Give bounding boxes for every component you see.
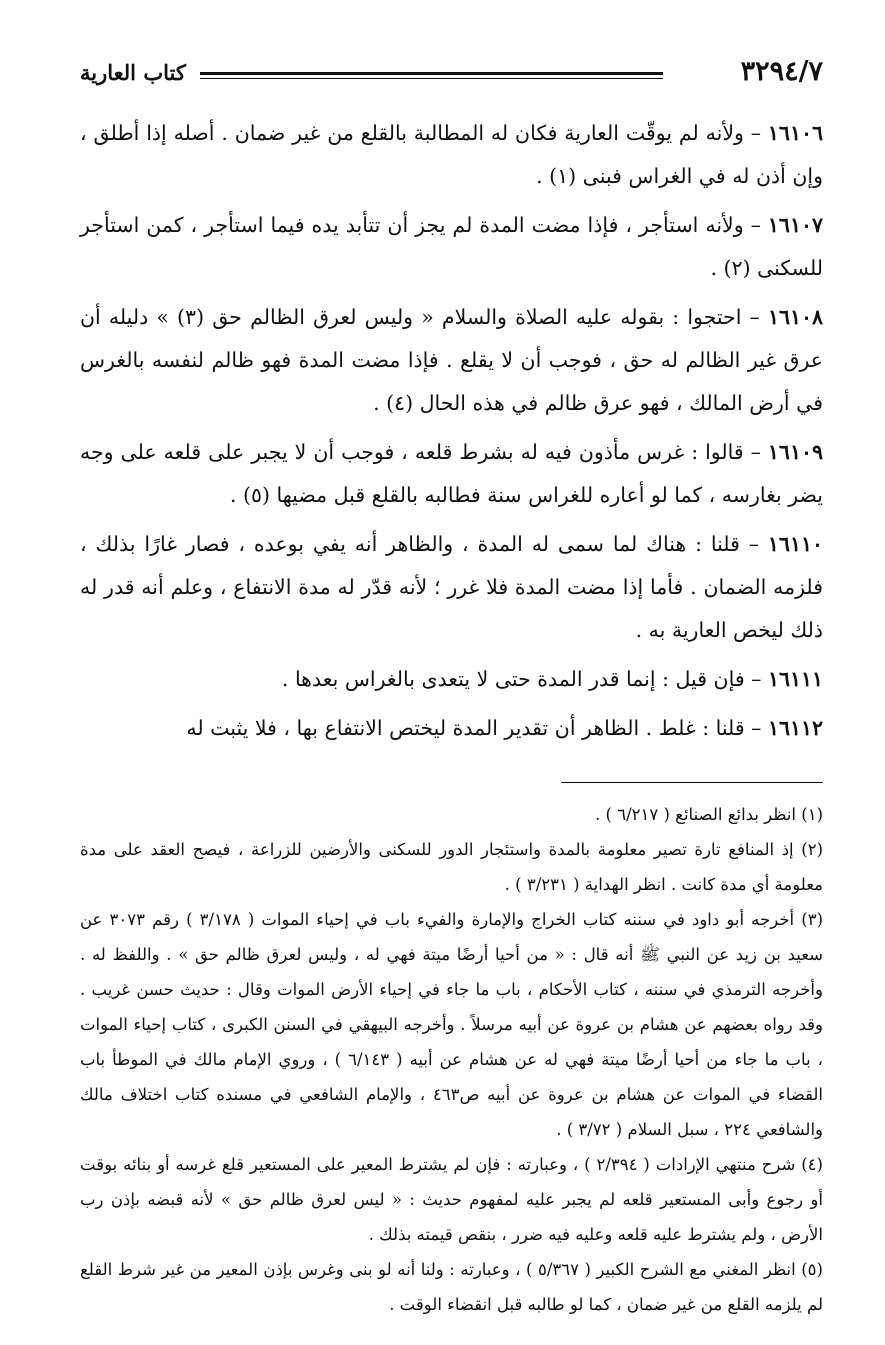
paragraph-text: – قلنا : غلط . الظاهر أن تقدير المدة ليختص الانتفاع بها ، فلا يثبت له [186, 716, 762, 740]
paragraph-16112 [80, 707, 823, 750]
paragraph-text: – فإن قيل : إنما قدر المدة حتى لا يتعدى بالغراس بعدها . [281, 667, 762, 691]
footnote-3: (٣) أخرجه أبو داود في سننه كتاب الخراج والإمارة والفيء باب في إحياء الموات ( ٣/١٧٨ ) رقم ٣٠٧٣ عن سعيد بن زيد عن النبي ﷺ أنه قال : « من أحيا أرضًا ميتة فهي له ، وليس لعرق ظالم حق » . واللفظ له . وأخرجه الترمذي في سننه ، كتاب الأحكام ، باب ما جاء في إحياء الأرض الموات وقال : حديث حسن غريب . وقد رواه بعضهم عن هشام بن عروة عن أبيه مرسلاً . وأخرجه البيهقي في السنن الكبرى ، كتاب إحياء الموات ، باب ما جاء من أحيا أرضًا ميتة فهي له عن هشام عن أبيه ( ٦/١٤٣ ) ، وروي الإمام مالك في الموطأ باب القضاء في الموات عن هشام بن عروة عن أبيه ص٤٦٣ ، والإمام الشافعي في مسنده كتاب اختلاف مالك والشافعي ٢٢٤ ، سبل السلام ( ٣/٧٢ ) . [80, 910, 823, 1139]
paragraph-number: ١٦١١٠ [767, 532, 823, 556]
footnote-5: (٥) انظر المغني مع الشرح الكبير ( ٥/٣٦٧ ) ، وعبارته : ولنا أنه لو بنى وغرس بإذن المعير من غير شرط القلع لم يلزمه القلع من غير ضمان ، كما لو طالبه قبل انقضاء الوقت . [80, 1260, 823, 1314]
paragraph-number: ١٦١١٢ [767, 716, 823, 740]
footnotes [80, 797, 823, 1322]
page-header [80, 52, 823, 94]
paragraph-number: ١٦١٠٩ [767, 440, 823, 464]
paragraph-number: ١٦١١١ [767, 667, 823, 691]
paragraph-text: – احتجوا : بقوله عليه الصلاة والسلام « وليس لعرق الظالم حق (٣) » دليله أن عرق غير الظالم له حق ، فوجب أن لا يقلع . فإذا مضت المدة فهو ظالم لنفسه بالغرس في أرض المالك ، فهو عرق ظالم في هذه الحال (٤) . [80, 305, 823, 415]
paragraph-text: – ولأنه استأجر ، فإذا مضت المدة لم يجز أن تتأبد يده فيما استأجر ، كمن استأجر للسكنى (٢) . [80, 213, 823, 280]
paragraph-16107 [80, 204, 823, 290]
main-text [80, 112, 823, 750]
paragraph-number: ١٦١٠٨ [767, 305, 823, 329]
paragraph-number: ١٦١٠٦ [767, 121, 823, 145]
footnote-separator [561, 782, 823, 783]
page-number: ٣٢٩٤/٧ [740, 56, 823, 87]
paragraph-text: – قالوا : غرس مأذون فيه له بشرط قلعه ، فوجب أن لا يجبر على قلعه على وجه يضر بغارسه ، كما لو أعاره للغراس سنة فطالبه بالقلع قبل مضيها (٥) . [80, 440, 823, 507]
paragraph-16106 [80, 112, 823, 198]
paragraph-16110 [80, 523, 823, 652]
header-rule [200, 72, 663, 79]
paragraph-16108 [80, 296, 823, 425]
chapter-title: كتاب العارية [80, 60, 186, 85]
paragraph-number: ١٦١٠٧ [767, 213, 823, 237]
footnote-2: (٢) إذ المنافع تارة تصير معلومة بالمدة واستئجار الدور للسكنى والأرضين للزراعة ، فيصح العقد على مدة معلومة أي مدة كانت . انظر الهداية ( ٣/٢٣١ ) . [80, 840, 823, 894]
paragraph-16111 [80, 658, 823, 701]
footnote-1: (١) انظر بدائع الصنائع ( ٦/٢١٧ ) . [595, 805, 823, 824]
paragraph-16109 [80, 431, 823, 517]
paragraph-text: – ولأنه لم يوقّت العارية فكان له المطالبة بالقلع من غير ضمان . أصله إذا أطلق ، وإن أذن له في الغراس فبنى (١) . [80, 121, 823, 188]
paragraph-text: – قلنا : هناك لما سمى له المدة ، والظاهر أنه يفي بوعده ، فصار غارًا بذلك ، فلزمه الضمان . فأما إذا مضت المدة فلا غرر ؛ لأنه قدّر له مدة الانتفاع ، وعلم أنه قدر له ذلك ليخص العارية به . [80, 532, 823, 642]
footnote-4: (٤) شرح منتهي الإرادات ( ٢/٣٩٤ ) ، وعبارته : فإن لم يشترط المعير على المستعير قلع غرسه أو بنائه بوقت أو رجوع وأبى المستعير قلعه لم يجبر عليه لمفهوم حديث : « ليس لعرق ظالم حق » لأنه قبضه بإذن رب الأرض ، ولم يشترط عليه قلعه وعليه فيه ضرر ، بنقص قيمته بذلك . [80, 1155, 823, 1244]
